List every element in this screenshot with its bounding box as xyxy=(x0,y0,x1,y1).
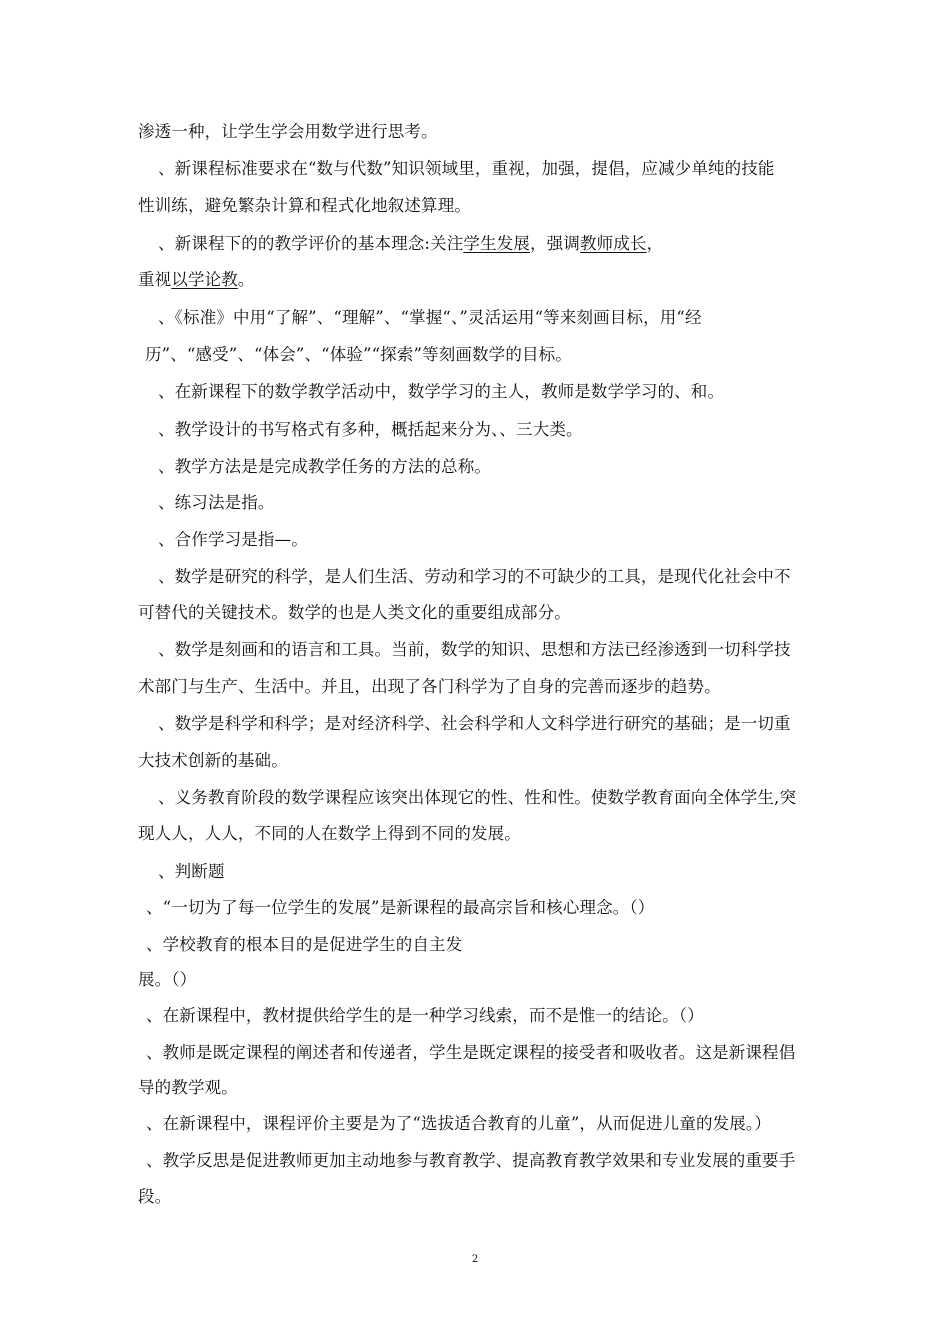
text-line: 段。 xyxy=(138,1187,172,1206)
text-line: 术部门与生产、生活中。并且，出现了各门科学为了自身的完善而逐步的趋势。 xyxy=(138,677,721,696)
text-line: 、数学是研究的科学，是人们生活、劳动和学习的不可缺少的工具，是现代化社会中不 xyxy=(158,567,791,586)
text-segment: 重视 xyxy=(138,270,172,289)
text-line xyxy=(138,269,255,291)
text-line: 、教师是既定课程的阐述者和传递者，学生是既定课程的接受者和吸收者。这是新课程倡 xyxy=(146,1043,796,1062)
text-line: 、练习法是指。 xyxy=(158,493,275,512)
section-heading: 、判断题 xyxy=(158,862,225,881)
text-line: 渗透一种，让学生学会用数学进行思考。 xyxy=(138,122,438,141)
text-line: 、学校教育的根本目的是促进学生的自主发 xyxy=(146,935,463,954)
text-line: 、义务教育阶段的数学课程应该突出体现它的性、性和性。使数学教育面向全体学生,突 xyxy=(158,788,797,807)
text-line: 、在新课程中，课程评价主要是为了“选拔适合教育的儿童”，从而促进儿童的发展。） xyxy=(146,1114,771,1133)
text-line xyxy=(158,233,663,255)
text-line: 可替代的关键技术。数学的也是人类文化的重要组成部分。 xyxy=(138,603,571,622)
text-line: 、新课程标准要求在“数与代数”知识领域里，重视，加强，提倡，应减少单纯的技能 xyxy=(158,159,775,178)
text-line: 、《标准》中用“了解”、“理解”、“掌握“、”灵活运用“等来刻画目标，用“经 xyxy=(158,308,702,327)
text-line: 性训练，避免繁杂计算和程式化地叙述算理。 xyxy=(138,196,471,215)
text-segment: 、新课程下的的教学评价的基本理念:关注 xyxy=(158,234,464,253)
underlined-term: 以学论教 xyxy=(171,270,238,289)
text-line: 、数学是刻画和的语言和工具。当前，数学的知识、思想和方法已经渗透到一切科学技 xyxy=(158,640,791,659)
underlined-term: 学生发展 xyxy=(463,234,531,253)
text-line: 导的教学观。 xyxy=(138,1078,238,1097)
text-segment: 。 xyxy=(237,270,255,289)
text-line: 、教学反思是促进教师更加主动地参与教育教学、提高教育教学效果和专业发展的重要手 xyxy=(146,1151,796,1170)
text-line: 、合作学习是指—。 xyxy=(158,530,308,549)
text-line: 展。（） xyxy=(138,970,197,989)
text-line: 、在新课程下的数学教学活动中，数学学习的主人，教师是数学学习的、和。 xyxy=(158,382,725,401)
text-line: 历”、“感受”、“体会”、“体验”“探索”等刻画数学的目标。 xyxy=(145,345,572,364)
page-number: 2 xyxy=(471,1254,479,1265)
text-line: 、在新课程中，教材提供给学生的是一种学习线索，而不是惟一的结论。（） xyxy=(146,1006,704,1025)
text-line: 、数学是科学和科学；是对经济科学、社会科学和人文科学进行研究的基础；是一切重 xyxy=(158,714,791,733)
text-line: 、教学方法是是完成教学任务的方法的总称。 xyxy=(158,457,491,476)
text-line: 、“一切为了每一位学生的发展”是新课程的最高宗旨和核心理念。（） xyxy=(146,898,655,917)
text-line: 大技术创新的基础。 xyxy=(138,751,288,770)
underlined-term: 教师成长 xyxy=(579,234,647,253)
text-line: 、教学设计的书写格式有多种，概括起来分为、、三大类。 xyxy=(158,420,583,439)
text-segment: ，强调 xyxy=(530,234,580,253)
text-segment: ， xyxy=(646,234,664,253)
text-line: 现人人，人人，不同的人在数学上得到不同的发展。 xyxy=(138,824,521,843)
